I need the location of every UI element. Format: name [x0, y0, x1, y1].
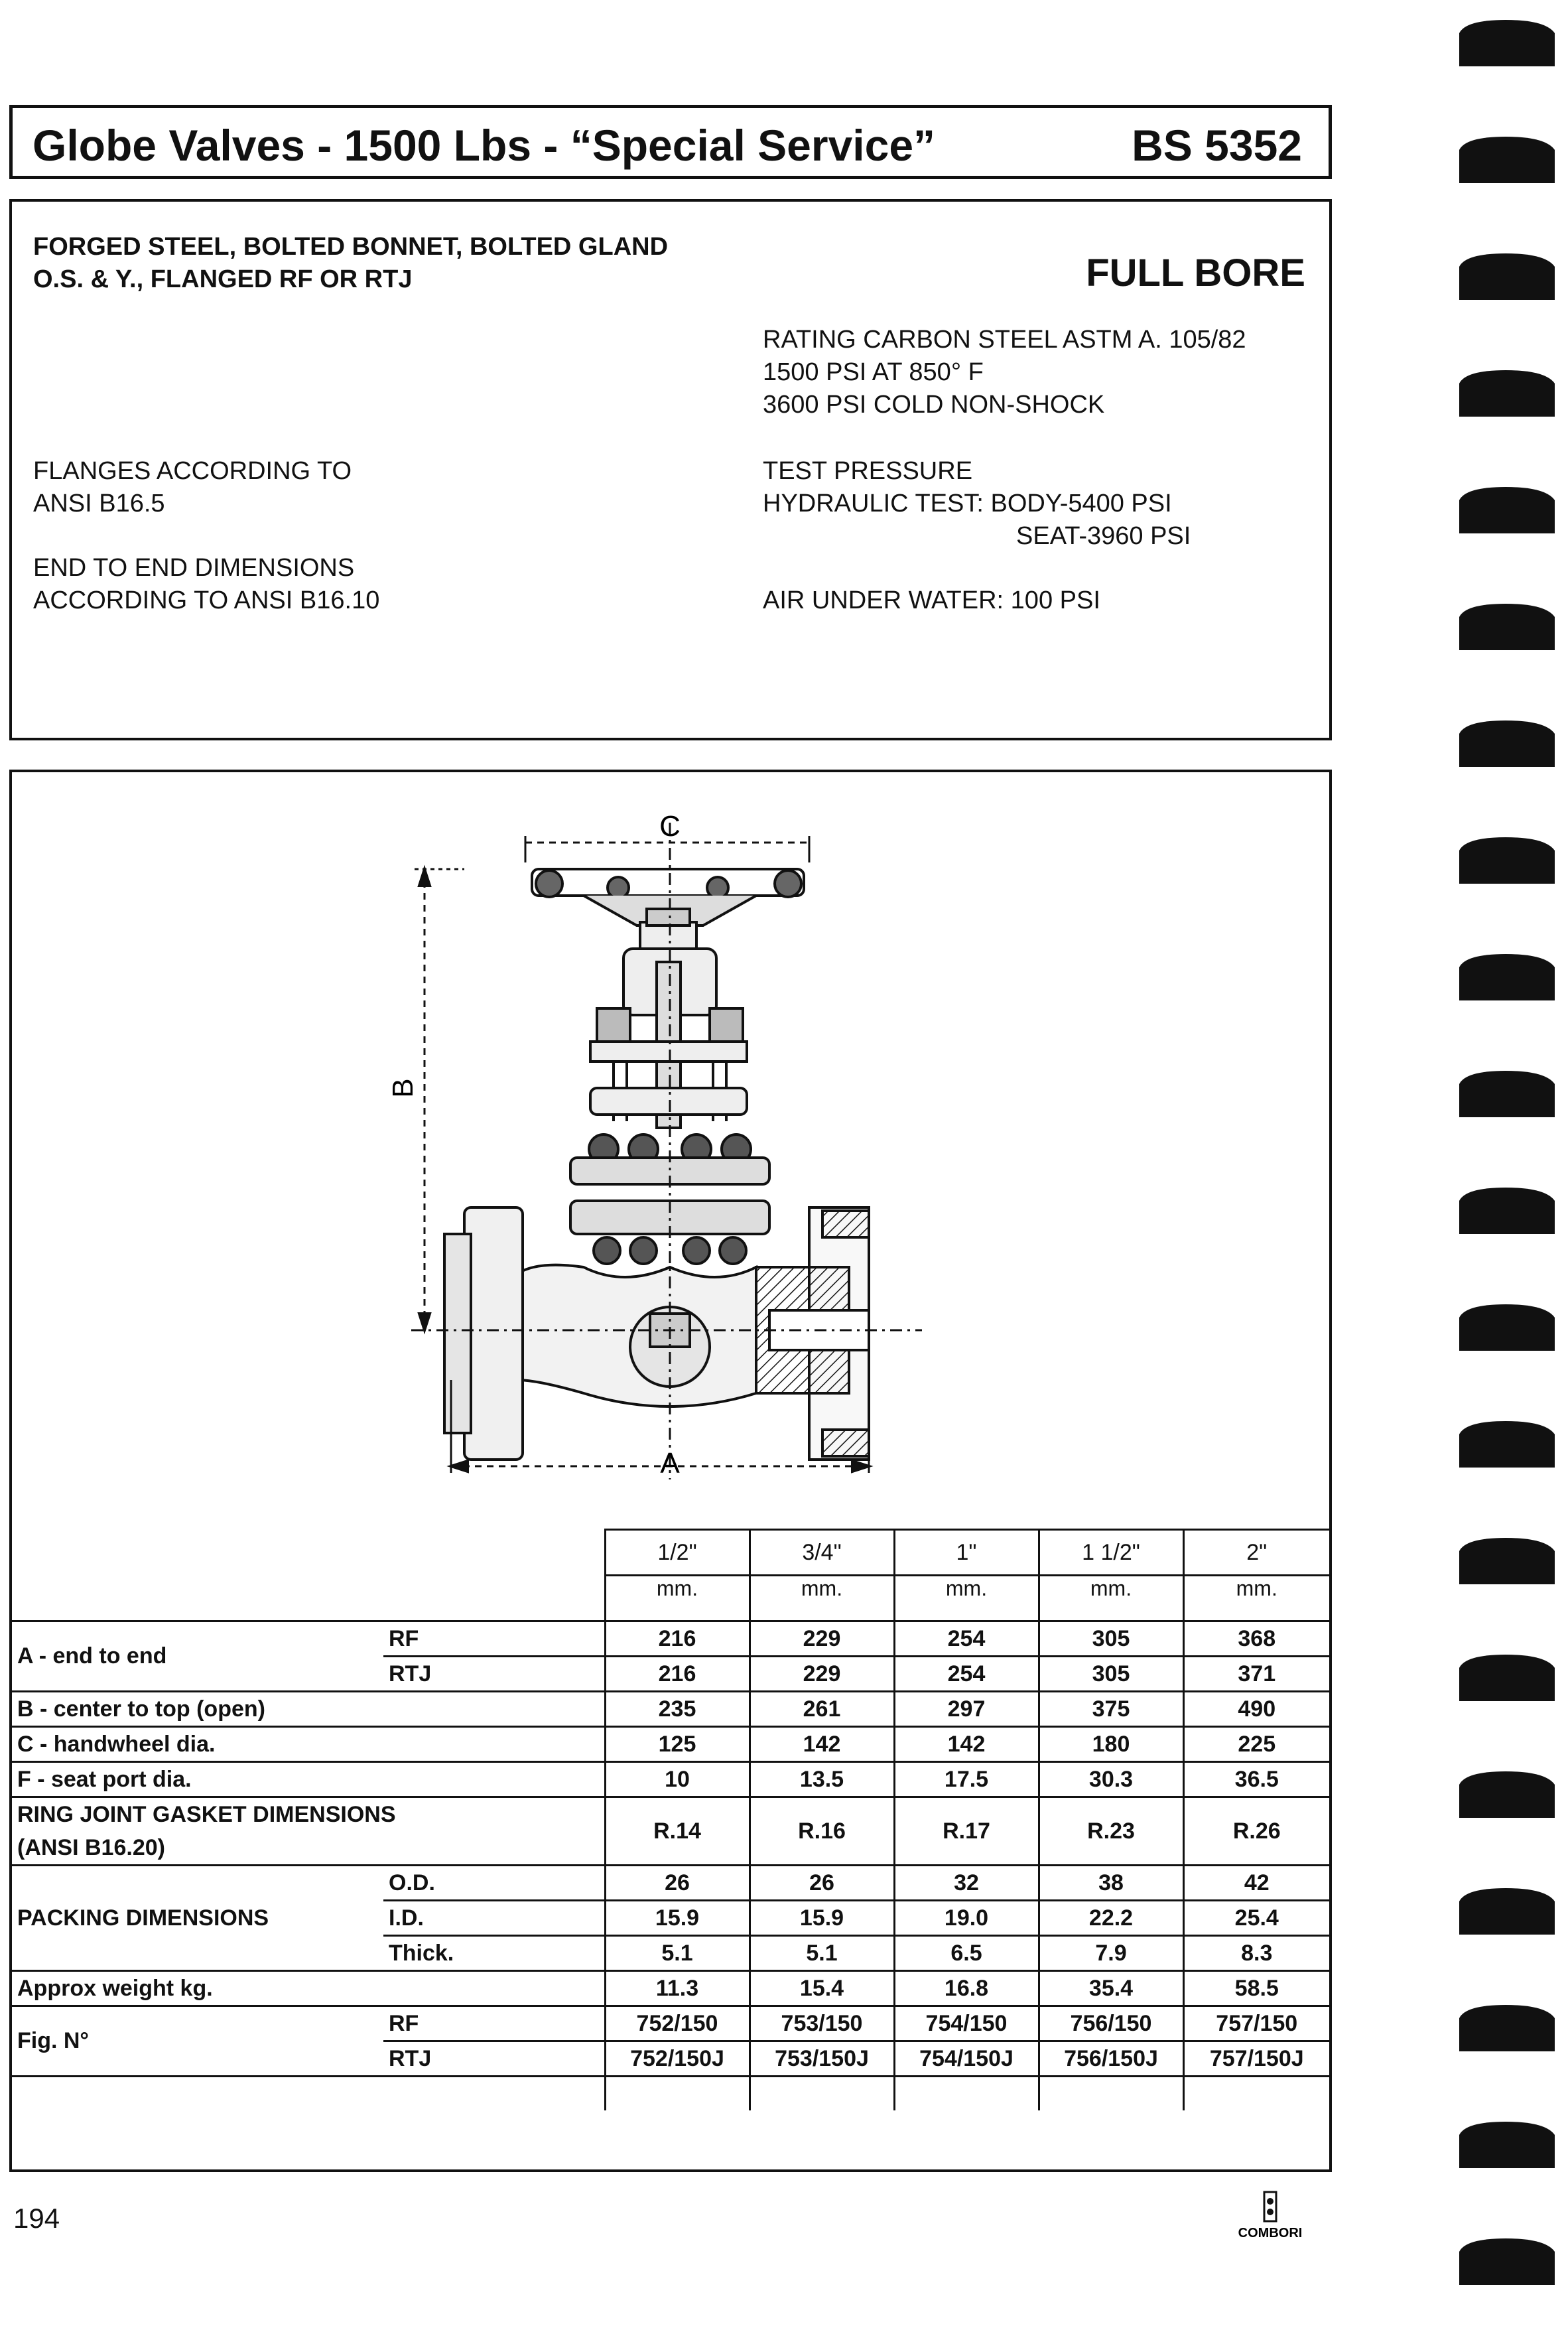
sub-label-rf: RF [383, 1621, 605, 1657]
standard-code: BS 5352 [1132, 121, 1302, 170]
cell: 26 [750, 1866, 894, 1901]
cell: 142 [750, 1727, 894, 1762]
row-label-ring-joint [12, 1797, 605, 1866]
cell: 30.3 [1039, 1762, 1183, 1797]
binding-ring [1459, 1888, 1555, 1935]
cell: 752/150 [605, 2006, 750, 2041]
cell: 142 [894, 1727, 1039, 1762]
cell: 254 [894, 1657, 1039, 1692]
size-header: 1/2" [605, 1530, 750, 1576]
empty-cell [750, 2077, 894, 2111]
binding-ring [1459, 837, 1555, 884]
cell: 216 [605, 1657, 750, 1692]
empty-cell [1183, 2077, 1329, 2111]
cell: 756/150 [1039, 2006, 1183, 2041]
air-test-line: AIR UNDER WATER: 100 PSI [763, 586, 1100, 614]
sub-label-rtj: RTJ [383, 2041, 605, 2077]
binding-ring [1459, 1538, 1555, 1584]
cell: 19.0 [894, 1901, 1039, 1936]
sub-label-rf: RF [383, 2006, 605, 2041]
cell: 25.4 [1183, 1901, 1329, 1936]
cell: 180 [1039, 1727, 1183, 1762]
table-row [12, 1797, 1329, 1866]
row-label-seat-port: F - seat port dia. [12, 1762, 605, 1797]
row-label-end-to-end: A - end to end [12, 1621, 383, 1692]
cell: 754/150J [894, 2041, 1039, 2077]
binding-ring [1459, 370, 1555, 417]
spiral-binding [1446, 0, 1568, 2330]
unit-header: mm. [1183, 1576, 1329, 1621]
table-row [12, 1762, 1329, 1797]
unit-header: mm. [750, 1576, 894, 1621]
dimensions-table [12, 1529, 1329, 2110]
cell: 32 [894, 1866, 1039, 1901]
cell: 11.3 [605, 1971, 750, 2006]
binding-ring [1459, 20, 1555, 66]
cell: 375 [1039, 1692, 1183, 1727]
table-row [12, 1692, 1329, 1727]
brand-logo [1220, 2189, 1320, 2242]
binding-ring [1459, 2122, 1555, 2168]
flanges-line-2: ANSI B16.5 [33, 490, 165, 517]
cell: 490 [1183, 1692, 1329, 1727]
brand-name: COMBORI [1238, 2226, 1303, 2240]
cell: 58.5 [1183, 1971, 1329, 2006]
cell: 371 [1183, 1657, 1329, 1692]
binding-ring [1459, 2238, 1555, 2285]
test-line-3: SEAT-3960 PSI [1016, 522, 1191, 550]
bore-type: FULL BORE [1086, 251, 1305, 295]
construction-line-2: O.S. & Y., FLANGED RF OR RTJ [33, 265, 413, 293]
cell: 216 [605, 1621, 750, 1657]
binding-ring [1459, 253, 1555, 300]
cell: 42 [1183, 1866, 1329, 1901]
cell: 235 [605, 1692, 750, 1727]
cell: R.26 [1183, 1797, 1329, 1866]
binding-ring [1459, 720, 1555, 767]
flanges-line-1: FLANGES ACCORDING TO [33, 457, 352, 485]
cell: 16.8 [894, 1971, 1039, 2006]
binding-ring [1459, 604, 1555, 650]
empty-cell [894, 2077, 1039, 2111]
row-label-center-to-top: B - center to top (open) [12, 1692, 605, 1727]
sub-label-thick: Thick. [383, 1936, 605, 1971]
rating-line-1: RATING CARBON STEEL ASTM A. 105/82 [763, 326, 1246, 354]
cell: 22.2 [1039, 1901, 1183, 1936]
row-label-fig-no: Fig. N° [12, 2006, 383, 2077]
cell: 7.9 [1039, 1936, 1183, 1971]
cell: 756/150J [1039, 2041, 1183, 2077]
title-box [9, 105, 1332, 179]
dimension-label-b: B [387, 1078, 419, 1098]
specification-box [9, 199, 1332, 740]
cell: 254 [894, 1621, 1039, 1657]
binding-ring [1459, 1771, 1555, 1818]
row-label-packing: PACKING DIMENSIONS [12, 1866, 383, 1971]
cell: 225 [1183, 1727, 1329, 1762]
ring-label-line-1: RING JOINT GASKET DIMENSIONS [17, 1802, 396, 1827]
table-row [12, 1971, 1329, 2006]
cell: 305 [1039, 1657, 1183, 1692]
cell: 8.3 [1183, 1936, 1329, 1971]
binding-ring [1459, 1655, 1555, 1701]
empty-cell [605, 2077, 750, 2111]
cell: R.16 [750, 1797, 894, 1866]
test-line-1: TEST PRESSURE [763, 457, 973, 485]
size-header: 1 1/2" [1039, 1530, 1183, 1576]
cell: 10 [605, 1762, 750, 1797]
table-row-empty [12, 2077, 1329, 2111]
cell: 5.1 [750, 1936, 894, 1971]
ring-label-line-2: (ANSI B16.20) [17, 1835, 165, 1860]
end-dim-line-2: ACCORDING TO ANSI B16.10 [33, 586, 380, 614]
cell: 305 [1039, 1621, 1183, 1657]
table-row [12, 1621, 1329, 1657]
size-header: 1" [894, 1530, 1039, 1576]
cell: R.17 [894, 1797, 1039, 1866]
binding-ring [1459, 954, 1555, 1000]
cell: R.23 [1039, 1797, 1183, 1866]
cell: 229 [750, 1621, 894, 1657]
cell: 15.9 [750, 1901, 894, 1936]
rating-line-3: 3600 PSI COLD NON-SHOCK [763, 391, 1105, 419]
cell: 753/150J [750, 2041, 894, 2077]
cell: 35.4 [1039, 1971, 1183, 2006]
cell: R.14 [605, 1797, 750, 1866]
binding-ring [1459, 1421, 1555, 1468]
cell: 5.1 [605, 1936, 750, 1971]
unit-header: mm. [894, 1576, 1039, 1621]
cell: 26 [605, 1866, 750, 1901]
cell: 125 [605, 1727, 750, 1762]
sub-label-od: O.D. [383, 1866, 605, 1901]
cell: 13.5 [750, 1762, 894, 1797]
cell: 6.5 [894, 1936, 1039, 1971]
cell: 753/150 [750, 2006, 894, 2041]
dimension-label-c: C [659, 810, 681, 843]
cell: 754/150 [894, 2006, 1039, 2041]
row-label-weight: Approx weight kg. [12, 1971, 605, 2006]
size-header: 3/4" [750, 1530, 894, 1576]
size-header: 2" [1183, 1530, 1329, 1576]
end-dim-line-1: END TO END DIMENSIONS [33, 554, 355, 582]
cell: 36.5 [1183, 1762, 1329, 1797]
globe-valve-drawing [385, 809, 929, 1499]
page-number: 194 [13, 2203, 60, 2234]
dimension-label-a: A [660, 1447, 680, 1479]
cell: 368 [1183, 1621, 1329, 1657]
sub-label-id: I.D. [383, 1901, 605, 1936]
cell: 297 [894, 1692, 1039, 1727]
row-label-handwheel: C - handwheel dia. [12, 1727, 605, 1762]
binding-ring [1459, 2005, 1555, 2051]
cell: 17.5 [894, 1762, 1039, 1797]
empty-cell [1039, 2077, 1183, 2111]
page-title: Globe Valves - 1500 Lbs - “Special Service” [33, 121, 936, 170]
cell: 261 [750, 1692, 894, 1727]
cell: 15.4 [750, 1971, 894, 2006]
table-header-sizes [12, 1530, 1329, 1576]
brand-logo-icon [1220, 2189, 1320, 2242]
test-line-2: HYDRAULIC TEST: BODY-5400 PSI [763, 490, 1172, 517]
unit-header: mm. [1039, 1576, 1183, 1621]
empty-cell [12, 2077, 605, 2111]
binding-ring [1459, 137, 1555, 183]
binding-ring [1459, 1304, 1555, 1351]
header-blank-cell [12, 1530, 605, 1621]
unit-header: mm. [605, 1576, 750, 1621]
table-row [12, 2006, 1329, 2041]
cell: 15.9 [605, 1901, 750, 1936]
binding-ring [1459, 487, 1555, 533]
rating-line-2: 1500 PSI AT 850° F [763, 358, 984, 386]
sub-label-rtj: RTJ [383, 1657, 605, 1692]
cell: 38 [1039, 1866, 1183, 1901]
table-row [12, 1727, 1329, 1762]
binding-ring [1459, 1071, 1555, 1117]
construction-line-1: FORGED STEEL, BOLTED BONNET, BOLTED GLAND [33, 233, 669, 261]
cell: 757/150J [1183, 2041, 1329, 2077]
cell: 757/150 [1183, 2006, 1329, 2041]
cell: 229 [750, 1657, 894, 1692]
cell: 752/150J [605, 2041, 750, 2077]
binding-ring [1459, 1188, 1555, 1234]
table-row [12, 1866, 1329, 1901]
